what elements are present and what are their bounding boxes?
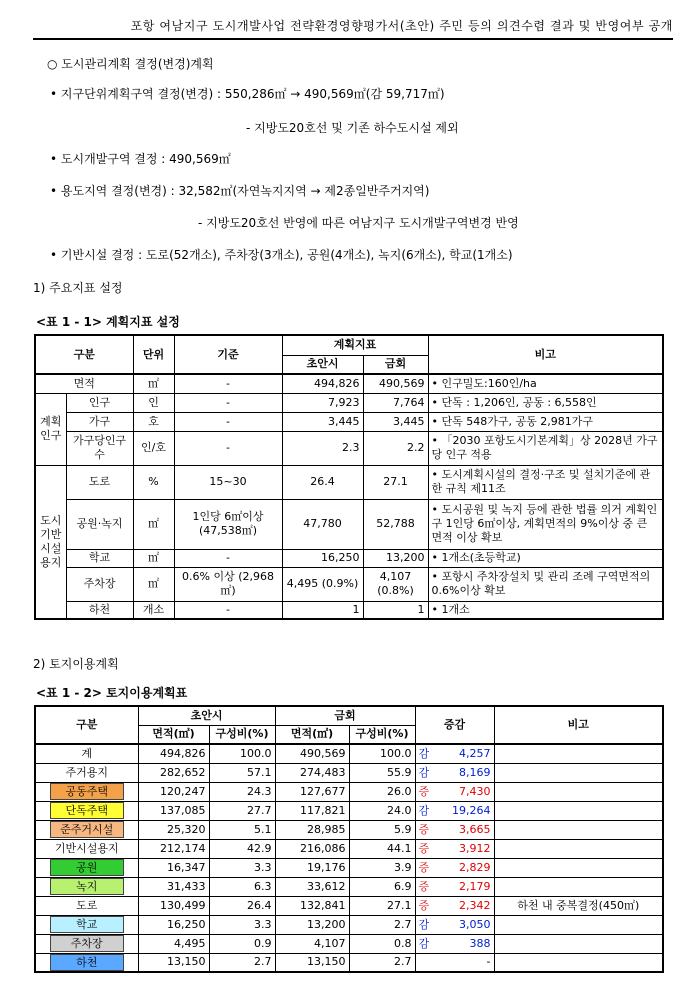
group-household: 계획 인구 — [35, 393, 66, 465]
cell-c-area: 13,200 — [275, 915, 349, 934]
cell-d-ratio: 27.7 — [209, 801, 275, 820]
cell-change — [415, 820, 494, 839]
th-plan-index: 계획지표 — [282, 335, 428, 355]
table-row: 주차장 ㎡ 0.6% 이상 (2,968㎡) 4,495 (0.9%) 4,107 (0.8%) • 포항시 주차장설치 및 관리 조례 구역면적의 0.6%이상 확보 — [35, 567, 663, 601]
cell-c-ratio: 6.9 — [349, 877, 415, 896]
cell-c-ratio: 27.1 — [349, 896, 415, 915]
cell-c-area: 117,821 — [275, 801, 349, 820]
change-direction: 감 — [418, 803, 430, 817]
cell-c-area: 28,985 — [275, 820, 349, 839]
th2-change: 증감 — [415, 706, 494, 744]
th-standard: 기준 — [174, 335, 282, 374]
cell-d-area: 16,250 — [138, 915, 209, 934]
cell-d-ratio: 26.4 — [209, 896, 275, 915]
cell-remark — [494, 877, 663, 896]
cell-change — [415, 953, 494, 972]
change-value: 2,342 — [459, 898, 491, 912]
change-direction: 증 — [418, 822, 430, 836]
th2-current-ratio: 구성비(%) — [349, 725, 415, 744]
cell-d-area: 31,433 — [138, 877, 209, 896]
cell-d-area: 4,495 — [138, 934, 209, 953]
change-value: 2,179 — [459, 879, 491, 893]
land-use-table — [34, 705, 664, 973]
cell-change — [415, 896, 494, 915]
table-row: 계획 인구 인구 인 - 7,923 7,764 • 단독 : 1,206인, 공동 : 6,558인 — [35, 393, 663, 412]
bullet-district-plan: • 지구단위계획구역 결정(변경) : 550,286㎡ → 490,569㎡(감 59,717㎡) — [50, 87, 445, 101]
land-use-chip: 녹지 — [50, 878, 124, 895]
cell-c-area: 19,176 — [275, 858, 349, 877]
th2-remark: 비고 — [494, 706, 663, 744]
land-use-name: 도로 — [35, 896, 138, 915]
cell-d-area: 282,652 — [138, 763, 209, 782]
table-row: 가구당인구수 인/호 - 2.3 2.2 • 「2030 포항도시기본계획」상 2028년 가구당 인구 적용 — [35, 431, 663, 465]
cell-d-ratio: 3.3 — [209, 915, 275, 934]
cell-d-area: 212,174 — [138, 839, 209, 858]
cell-d-ratio: 42.9 — [209, 839, 275, 858]
plan-index-table — [34, 334, 664, 620]
th2-draft: 초안시 — [138, 706, 275, 725]
th-category: 구분 — [35, 335, 133, 374]
bullet-infrastructure: • 기반시설 결정 : 도로(52개소), 주차장(3개소), 공원(4개소), 녹지(6개소), 학교(1개소) — [50, 248, 513, 262]
change-direction: 감 — [418, 936, 430, 950]
table-row: 도시 기반 시설 용지 도로 % 15~30 26.4 27.1 • 도시계획시설의 결정·구조 및 설치기준에 관한 규칙 제11조 — [35, 465, 663, 499]
cell-change — [415, 877, 494, 896]
cell-d-ratio: 24.3 — [209, 782, 275, 801]
table-row — [35, 782, 663, 801]
cell-c-ratio: 55.9 — [349, 763, 415, 782]
change-value: 19,264 — [452, 803, 491, 817]
th2-draft-ratio: 구성비(%) — [209, 725, 275, 744]
cell-d-area: 120,247 — [138, 782, 209, 801]
land-use-chip: 공원 — [50, 859, 124, 876]
change-direction: 감 — [418, 746, 430, 760]
land-use-chip: 주차장 — [50, 935, 124, 952]
cell-change — [415, 858, 494, 877]
cell-change — [415, 763, 494, 782]
table-row: 공원·녹지 ㎡ 1인당 6㎡이상 (47,538㎡) 47,780 52,788 • 도시공원 및 녹지 등에 관한 법률 의거 계획인구 1인당 6㎡이상, 계획면적의 9%이상 중 큰 면적 이상 확보 — [35, 499, 663, 549]
land-use-chip: 하천 — [50, 954, 124, 971]
cell-c-ratio: 100.0 — [349, 744, 415, 763]
cell-change — [415, 744, 494, 763]
table-row: 학교 ㎡ - 16,250 13,200 • 1개소(초등학교) — [35, 549, 663, 567]
cell-remark — [494, 915, 663, 934]
change-direction: 증 — [418, 898, 430, 912]
cell-c-ratio: 26.0 — [349, 782, 415, 801]
table-row — [35, 953, 663, 972]
change-direction: 감 — [418, 917, 430, 931]
change-direction: 감 — [418, 765, 430, 779]
bullet-development-zone: • 도시개발구역 결정 : 490,569㎡ — [50, 152, 231, 166]
th2-draft-area: 면적(㎡) — [138, 725, 209, 744]
table-row: 하천 개소 - 1 1 • 1개소 — [35, 601, 663, 619]
cell-change — [415, 782, 494, 801]
cell-c-area: 490,569 — [275, 744, 349, 763]
cell-c-area: 127,677 — [275, 782, 349, 801]
cell-c-area: 274,483 — [275, 763, 349, 782]
cell-change — [415, 915, 494, 934]
cell-remark — [494, 763, 663, 782]
cell-change — [415, 839, 494, 858]
cell-remark — [494, 953, 663, 972]
document-header: 포항 여남지구 도시개발사업 전략환경영향평가서(초안) 주민 등의 의견수렴 결과 및 반영여부 공개 — [130, 19, 673, 33]
table-row — [35, 915, 663, 934]
table-row — [35, 877, 663, 896]
cell-d-ratio: 5.1 — [209, 820, 275, 839]
cell-remark — [494, 934, 663, 953]
change-value: 7,430 — [459, 784, 491, 798]
change-direction: 증 — [418, 860, 430, 874]
cell-d-ratio: 57.1 — [209, 763, 275, 782]
change-value: 4,257 — [459, 746, 491, 760]
land-use-name: 계 — [35, 744, 138, 763]
th2-current: 금회 — [275, 706, 415, 725]
th-draft: 초안시 — [282, 355, 363, 374]
cell-d-area: 13,150 — [138, 953, 209, 972]
table1-title: <표 1 - 1> 계획지표 설정 — [36, 315, 180, 329]
header-rule — [33, 38, 673, 40]
change-value: 3,665 — [459, 822, 491, 836]
change-value: 3,912 — [459, 841, 491, 855]
group-infra: 도시 기반 시설 용지 — [35, 465, 66, 619]
table-row — [35, 839, 663, 858]
th-current: 금회 — [363, 355, 428, 374]
cell-remark — [494, 782, 663, 801]
cell-remark — [494, 801, 663, 820]
land-use-chip: 학교 — [50, 916, 124, 933]
cell-c-area: 4,107 — [275, 934, 349, 953]
change-value: - — [486, 955, 491, 969]
cell-d-ratio: 3.3 — [209, 858, 275, 877]
bullet-district-plan-note: - 지방도20호선 및 기존 하수도시설 제외 — [246, 121, 459, 135]
table-row — [35, 820, 663, 839]
land-use-name: 기반시설용지 — [35, 839, 138, 858]
table-row: 면적 ㎡ - 494,826 490,569 • 인구밀도:160인/ha — [35, 374, 663, 393]
cell-d-area: 494,826 — [138, 744, 209, 763]
cell-d-ratio: 6.3 — [209, 877, 275, 896]
cell-c-ratio: 2.7 — [349, 915, 415, 934]
cell-c-area: 13,150 — [275, 953, 349, 972]
intro-heading: ○ 도시관리계획 결정(변경)계획 — [47, 57, 214, 71]
table-row — [35, 744, 663, 763]
section2-label: 2) 토지이용계획 — [33, 657, 119, 671]
bullet-zoning-note: - 지방도20호선 반영에 따른 여남지구 도시개발구역변경 반영 — [198, 216, 519, 230]
cell-c-area: 216,086 — [275, 839, 349, 858]
cell-d-area: 16,347 — [138, 858, 209, 877]
section1-label: 1) 주요지표 설정 — [33, 281, 123, 295]
land-use-chip: 공동주택 — [50, 783, 124, 800]
table-row — [35, 858, 663, 877]
table-row — [35, 934, 663, 953]
th-unit: 단위 — [133, 335, 174, 374]
th2-current-area: 면적(㎡) — [275, 725, 349, 744]
cell-change — [415, 934, 494, 953]
cell-c-ratio: 3.9 — [349, 858, 415, 877]
cell-c-ratio: 44.1 — [349, 839, 415, 858]
land-use-chip: 준주거시설 — [50, 821, 124, 838]
cell-d-area: 130,499 — [138, 896, 209, 915]
change-direction: 증 — [418, 841, 430, 855]
cell-c-ratio: 2.7 — [349, 953, 415, 972]
change-value: 3,050 — [459, 917, 491, 931]
cell-d-ratio: 2.7 — [209, 953, 275, 972]
table2-title: <표 1 - 2> 토지이용계획표 — [36, 686, 188, 700]
cell-c-area: 132,841 — [275, 896, 349, 915]
cell-d-area: 137,085 — [138, 801, 209, 820]
table-row — [35, 896, 663, 915]
table-row: 가구 호 - 3,445 3,445 • 단독 548가구, 공동 2,981가구 — [35, 412, 663, 431]
cell-remark: 하천 내 중복결정(450㎡) — [494, 896, 663, 915]
table-row — [35, 763, 663, 782]
th2-category: 구분 — [35, 706, 138, 744]
cell-change — [415, 801, 494, 820]
change-direction: 증 — [418, 784, 430, 798]
change-value: 2,829 — [459, 860, 491, 874]
th-remark: 비고 — [428, 335, 663, 374]
cell-d-area: 25,320 — [138, 820, 209, 839]
land-use-chip: 단독주택 — [50, 802, 124, 819]
cell-remark — [494, 744, 663, 763]
cell-remark — [494, 858, 663, 877]
cell-c-ratio: 5.9 — [349, 820, 415, 839]
cell-c-area: 33,612 — [275, 877, 349, 896]
change-value: 388 — [469, 936, 491, 950]
cell-remark — [494, 820, 663, 839]
cell-d-ratio: 100.0 — [209, 744, 275, 763]
cell-d-ratio: 0.9 — [209, 934, 275, 953]
cell-c-ratio: 0.8 — [349, 934, 415, 953]
change-direction: 증 — [418, 879, 430, 893]
bullet-zoning: • 용도지역 결정(변경) : 32,582㎡(자연녹지지역 → 제2종일반주거지역) — [50, 184, 430, 198]
table-row — [35, 801, 663, 820]
land-use-name: 주거용지 — [35, 763, 138, 782]
cell-c-ratio: 24.0 — [349, 801, 415, 820]
change-value: 8,169 — [459, 765, 491, 779]
cell-remark — [494, 839, 663, 858]
